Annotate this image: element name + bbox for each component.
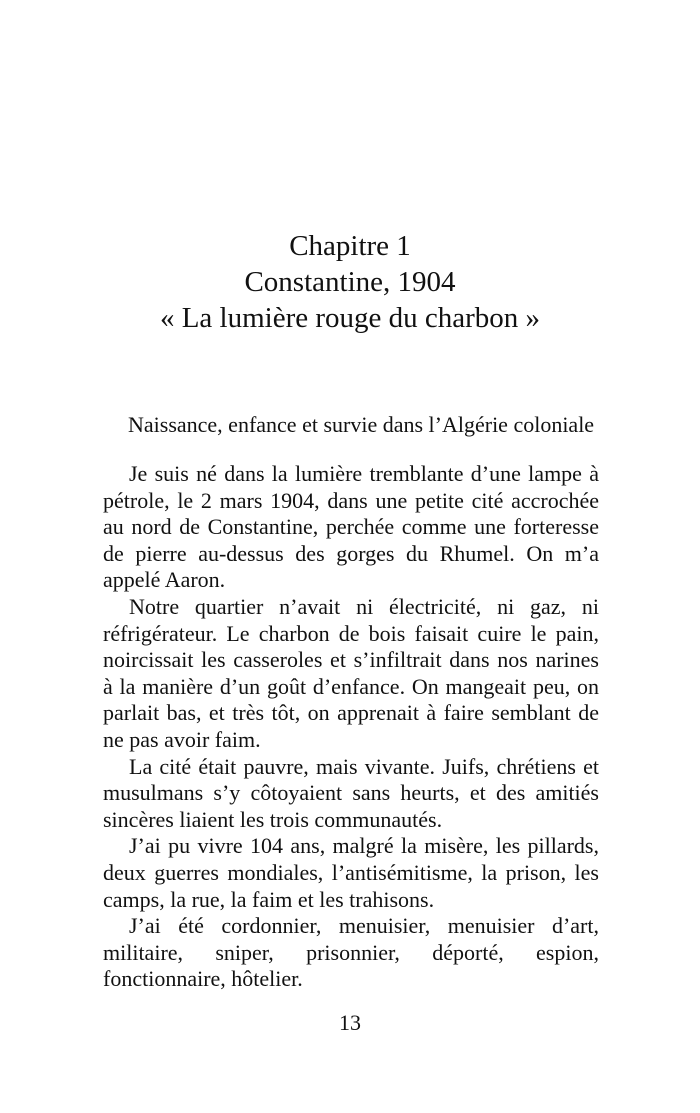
chapter-number: Chapitre 1	[289, 230, 411, 262]
paragraph: J’ai pu vivre 104 ans, malgré la misère, les pillards, deux guerres mondiales, l’antisémitisme, la prison, les camps, la rue, la faim et les trahisons.	[103, 833, 599, 912]
section-title: Naissance, enfance et survie dans l’Algérie coloniale	[128, 412, 595, 437]
paragraph: Je suis né dans la lumière tremblante d’une lampe à pétrole, le 2 mars 1904, dans une petite cité accrochée au nord de Constantine, perchée comme une forteresse de pierre au-dessus des gorges du Rhumel. On m’a appelé Aaron.	[103, 461, 599, 593]
paragraph: Notre quartier n’avait ni électricité, ni gaz, ni réfrigérateur. Le charbon de bois faisait cuire le pain, noircissait les casseroles et s’infiltrait dans nos narines à la manière d’un goût d’enfance. On mangeait peu, on parlait bas, et très tôt, on apprenait à faire semblant de ne pas avoir faim.	[103, 593, 599, 752]
chapter-place-date: Constantine, 1904	[244, 266, 456, 298]
body-text	[103, 461, 599, 993]
chapter-heading	[0, 228, 700, 336]
paragraph: J’ai été cordonnier, menuisier, menuisier d’art, militaire, sniper, prisonnier, déporté, espion, fonctionnaire, hôtelier.	[103, 913, 599, 992]
paragraph: La cité était pauvre, mais vivante. Juifs, chrétiens et musulmans s’y côtoyaient sans heurts, et des amitiés sincères liaient les trois communautés.	[103, 753, 599, 832]
page-number: 13	[339, 1010, 361, 1035]
chapter-subtitle: « La lumière rouge du charbon »	[159, 302, 541, 334]
